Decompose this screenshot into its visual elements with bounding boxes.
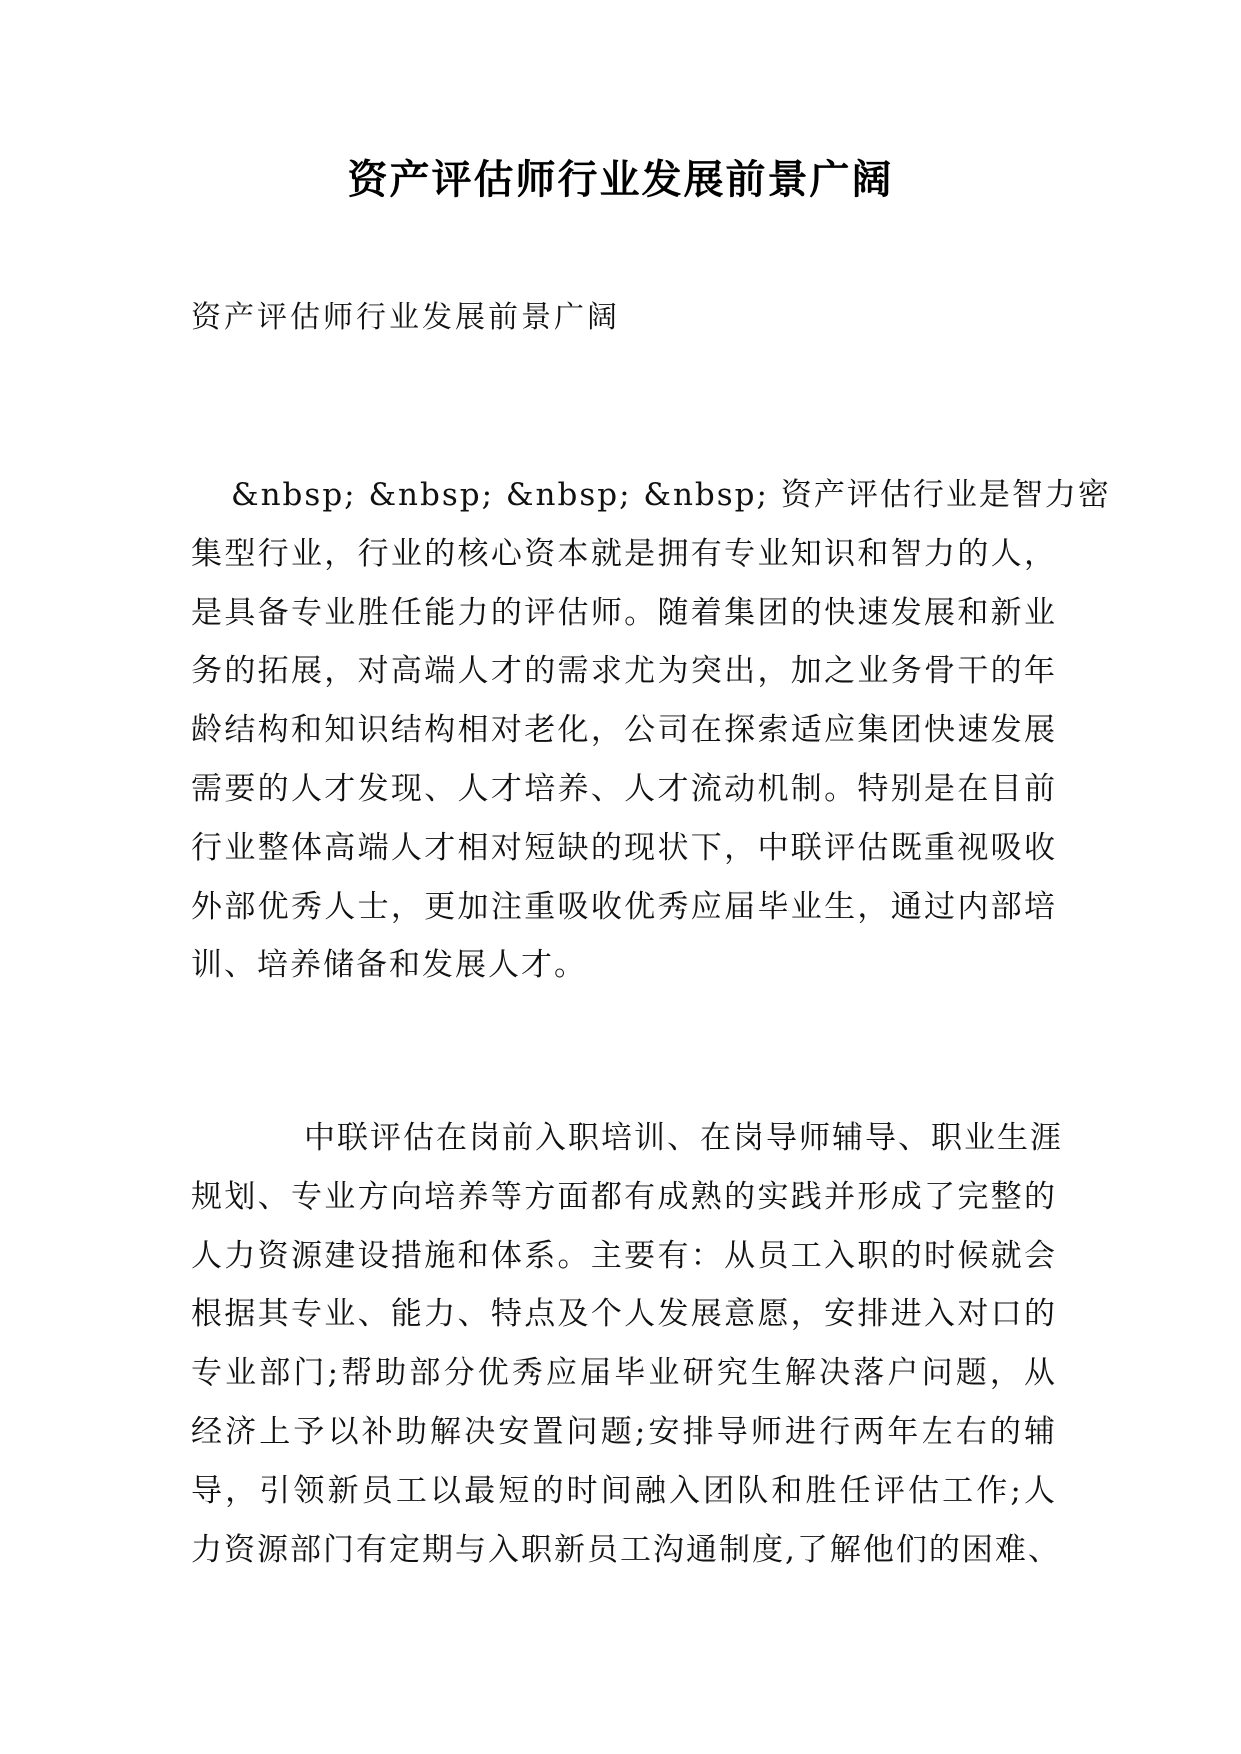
paragraph-line: 集型行业，行业的核心资本就是拥有专业知识和智力的人，	[191, 535, 1057, 572]
paragraph-line: 经济上予以补助解决安置问题;安排导师进行两年左右的辅	[191, 1413, 1057, 1450]
document-subtitle: 资产评估师行业发展前景广阔	[191, 300, 620, 335]
paragraph-1	[191, 466, 1111, 995]
paragraph-line: 训、培养储备和发展人才。	[191, 947, 587, 984]
paragraph-line: 力资源部门有定期与入职新员工沟通制度,了解他们的困难、	[191, 1531, 1061, 1568]
paragraph-line: 人力资源建设措施和体系。主要有：从员工入职的时候就会	[191, 1237, 1057, 1274]
paragraph-line: 龄结构和知识结构相对老化，公司在探索适应集团快速发展	[191, 712, 1057, 749]
paragraph-line: 需要的人才发现、人才培养、人才流动机制。特别是在目前	[191, 770, 1057, 807]
paragraph-line: 务的拓展，对高端人才的需求尤为突出，加之业务骨干的年	[191, 653, 1057, 690]
paragraph-2	[191, 1109, 1063, 1579]
paragraph-line: 根据其专业、能力、特点及个人发展意愿，安排进入对口的	[191, 1296, 1057, 1333]
paragraph-line: 是具备专业胜任能力的评估师。随着集团的快速发展和新业	[191, 594, 1057, 631]
document-title: 资产评估师行业发展前景广阔	[347, 156, 894, 203]
paragraph-line: 中联评估在岗前入职培训、在岗导师辅导、职业生涯	[304, 1120, 1063, 1156]
paragraph-line: 专业部门;帮助部分优秀应届毕业研究生解决落户问题，从	[191, 1355, 1057, 1392]
paragraph-line: 外部优秀人士，更加注重吸收优秀应届毕业生，通过内部培	[191, 888, 1057, 925]
paragraph-line: 规划、专业方向培养等方面都有成熟的实践并形成了完整的	[191, 1178, 1057, 1215]
paragraph-line: 导，引领新员工以最短的时间融入团队和胜任评估工作;人	[191, 1472, 1057, 1509]
paragraph-line: 行业整体高端人才相对短缺的现状下，中联评估既重视吸收	[191, 829, 1057, 866]
paragraph-line: &nbsp; &nbsp; &nbsp; &nbsp; 资产评估行业是智力密	[231, 477, 1111, 513]
